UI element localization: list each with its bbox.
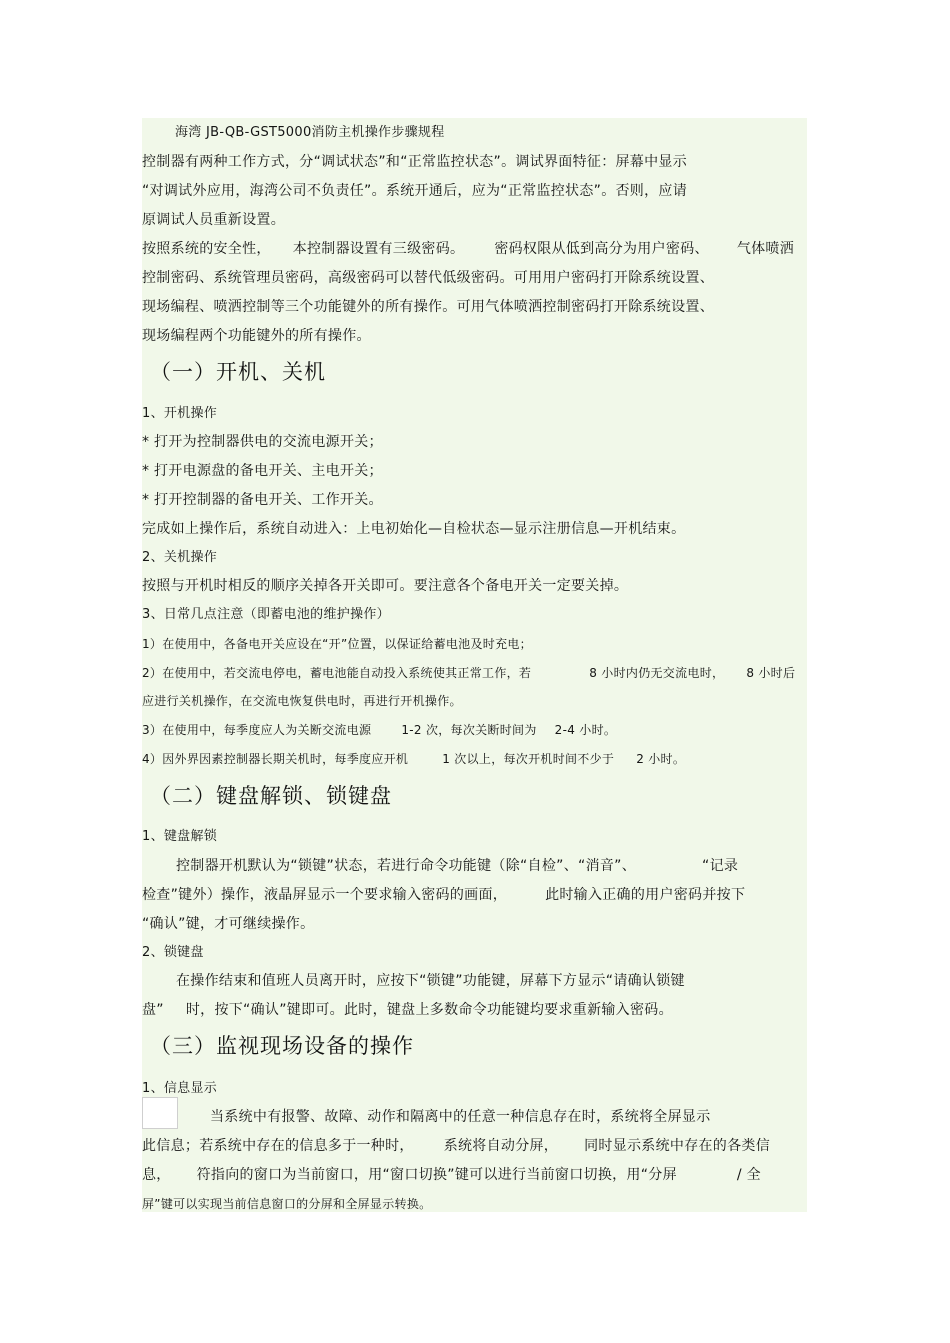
image-placeholder: [142, 1097, 178, 1129]
note-item: 应进行关机操作，在交流电恢复供电时，再进行开机操作。: [142, 694, 462, 708]
text-run: 4）因外界因素控制器长期关机时，每季度应开机: [142, 752, 409, 766]
section-heading: （三）监视现场设备的操作: [150, 1034, 414, 1058]
text-run: 系统将自动分屏，: [443, 1138, 559, 1154]
text-run: 本控制器设置有三级密码。: [292, 241, 465, 257]
section-heading: （一）开机、关机: [150, 360, 326, 384]
subheading: 1、开机操作: [142, 406, 218, 421]
text-run: 8 小时内仍无交流电时，: [589, 666, 725, 680]
password-line: 现场编程两个功能键外的所有操作。: [142, 328, 371, 344]
text-run: “记录: [702, 858, 739, 874]
text-run: 盘”: [142, 1002, 164, 1018]
text-run: 气体喷洒: [736, 241, 795, 257]
password-line: [142, 240, 807, 258]
subheading: 1、信息显示: [142, 1081, 218, 1096]
intro-line: 控制器有两种工作方式，分“调试状态”和“正常监控状态”。调试界面特征：屏幕中显示: [142, 154, 688, 170]
text-run: 同时显示系统中存在的各类信: [584, 1138, 771, 1154]
paragraph-line: 当系统中有报警、故障、动作和隔离中的任意一种信息存在时，系统将全屏显示: [210, 1109, 711, 1125]
paragraph-line: [142, 1001, 807, 1019]
doc-title: 海湾 JB-QB-GST5000消防主机操作步骤规程: [175, 125, 445, 140]
text-run: 息，: [142, 1167, 171, 1183]
note-item: [142, 721, 807, 739]
bullet-item: * 打开为控制器供电的交流电源开关；: [142, 434, 383, 450]
text-run: 2）在使用中，若交流电停电，蓄电池能自动投入系统使其正常工作，若: [142, 666, 532, 680]
section-heading: （二）键盘解锁、锁键盘: [150, 784, 392, 808]
paragraph-line: [142, 1166, 807, 1184]
paragraph: 按照与开机时相反的顺序关掉各开关即可。要注意各个备电开关一定要关掉。: [142, 578, 629, 594]
text-run: 密码权限从低到高分为用户密码、: [494, 241, 709, 257]
text-run: 8 小时后: [746, 666, 796, 680]
note-item: [142, 664, 807, 682]
text-run: 符指向的窗口为当前窗口，用“窗口切换”键可以进行当前窗口切换，用“分屏: [196, 1167, 677, 1183]
subheading: 1、键盘解锁: [142, 829, 218, 844]
paragraph-line: [142, 972, 807, 990]
subheading: 3、日常几点注意（即蓄电池的维护操作）: [142, 607, 390, 622]
text-run: 3）在使用中，每季度应人为关断交流电源: [142, 723, 372, 737]
text-run: 1 次以上，每次开机时间不少于: [442, 752, 615, 766]
paragraph: 完成如上操作后，系统自动进入：上电初始化—自检状态—显示注册信息—开机结束。: [142, 521, 686, 537]
password-line: 控制密码、系统管理员密码，高级密码可以替代低级密码。可用用户密码打开除系统设置、: [142, 270, 714, 286]
password-line: 现场编程、喷洒控制等三个功能键外的所有操作。可用气体喷洒控制密码打开除系统设置、: [142, 299, 714, 315]
text-run: 此时输入正确的用户密码并按下: [545, 887, 746, 903]
text-run: 1-2 次，每次关断时间为: [401, 723, 537, 737]
text-run: 在操作结束和值班人员离开时，应按下“锁键”功能键，屏幕下方显示“请确认锁键: [176, 973, 685, 989]
paragraph-line: [142, 1137, 807, 1155]
subheading: 2、关机操作: [142, 550, 218, 565]
intro-line: 原调试人员重新设置。: [142, 212, 285, 228]
text-run: / 全: [736, 1167, 761, 1183]
text-run: 时，按下“确认”键即可。此时，键盘上多数命令功能键均要求重新输入密码。: [185, 1002, 673, 1018]
paragraph-line: [142, 857, 807, 875]
text-run: 2 小时。: [636, 752, 686, 766]
text-run: 检查”键外）操作，液晶屏显示一个要求输入密码的画面，: [142, 887, 508, 903]
note-item: [142, 750, 807, 768]
text-run: 此信息；若系统中存在的信息多于一种时，: [142, 1138, 414, 1154]
intro-line: “对调试外应用，海湾公司不负责任”。系统开通后，应为“正常监控状态”。否则，应请: [142, 183, 688, 199]
text-run: 2-4 小时。: [554, 723, 617, 737]
subheading: 2、锁键盘: [142, 945, 204, 960]
paragraph-line: “确认”键，才可继续操作。: [142, 916, 315, 932]
note-item: 1）在使用中，各备电开关应设在“开”位置，以保证给蓄电池及时充电；: [142, 637, 532, 651]
bullet-item: * 打开电源盘的备电开关、主电开关；: [142, 463, 383, 479]
text-run: 按照系统的安全性，: [142, 241, 271, 257]
bullet-item: * 打开控制器的备电开关、工作开关。: [142, 492, 383, 508]
paragraph-line: 屏”键可以实现当前信息窗口的分屏和全屏显示转换。: [142, 1197, 432, 1211]
text-run: 控制器开机默认为“锁键”状态，若进行命令功能键（除“自检”、“消音”、: [176, 858, 637, 874]
paragraph-line: [142, 886, 807, 904]
